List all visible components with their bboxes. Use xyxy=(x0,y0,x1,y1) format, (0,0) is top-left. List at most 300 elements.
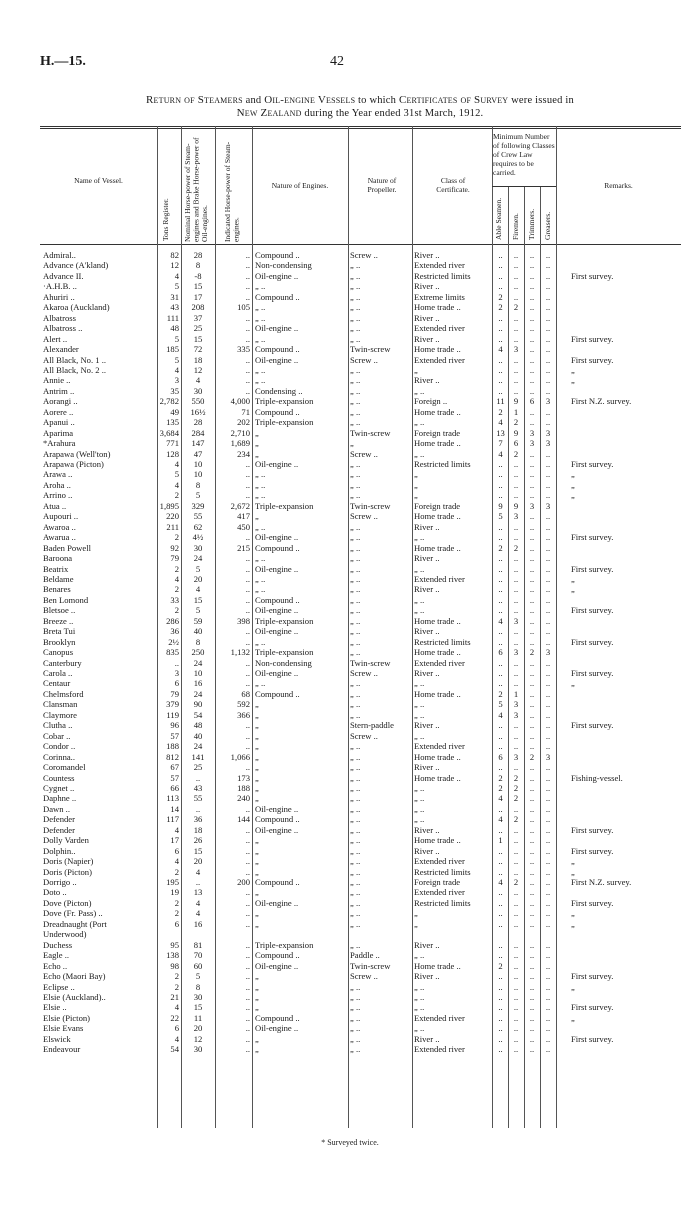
certificate-class: River .. xyxy=(414,553,440,564)
able-seamen: .. xyxy=(498,333,503,344)
trimmers: .. xyxy=(529,344,535,355)
certificate-class: „ .. xyxy=(414,814,425,825)
nominal-hp: 47 xyxy=(193,448,203,459)
tons-register: 5 xyxy=(174,469,179,480)
indicated-hp: 144 xyxy=(237,814,250,825)
certificate-class: „ xyxy=(414,469,418,480)
certificate-class: Foreign trade xyxy=(414,877,461,887)
greasers: .. xyxy=(545,553,551,564)
remarks: First survey. xyxy=(571,1002,614,1013)
able-seamen: .. xyxy=(498,532,503,543)
remarks: First survey. xyxy=(571,824,614,835)
propeller-type: „ .. xyxy=(350,1023,361,1034)
indicated-hp: .. xyxy=(245,250,250,260)
firemen: 9 xyxy=(513,396,519,407)
greasers: .. xyxy=(545,312,551,323)
engine-type: Oil-engine .. xyxy=(255,563,299,574)
able-seamen: .. xyxy=(498,490,503,501)
tons-register: 2 xyxy=(174,908,179,919)
indicated-hp: .. xyxy=(245,762,250,773)
able-seamen: .. xyxy=(498,605,503,616)
vessel-name: Dolly Varden xyxy=(43,835,89,846)
table-row xyxy=(40,323,681,333)
vessel-name: Echo .. xyxy=(43,960,68,971)
firemen: .. xyxy=(513,918,519,929)
trimmers: .. xyxy=(529,960,535,971)
trimmers: .. xyxy=(529,270,535,281)
table-row xyxy=(40,961,681,971)
vessel-name: Baroona xyxy=(43,553,73,564)
indicated-hp: 1,132 xyxy=(230,647,250,658)
nominal-hp: 15 xyxy=(193,845,203,856)
engine-type: „ .. xyxy=(255,312,266,323)
vessel-name: Doris (Picton) xyxy=(43,866,92,877)
vessel-name: Ahuriri .. xyxy=(43,291,75,302)
greasers: .. xyxy=(545,741,551,752)
able-seamen: .. xyxy=(498,668,503,678)
indicated-hp: 173 xyxy=(237,772,250,783)
able-seamen: .. xyxy=(498,845,503,856)
certificate-class: River .. xyxy=(414,845,440,856)
certificate-class: Home trade .. xyxy=(414,835,461,846)
able-seamen: .. xyxy=(498,678,503,689)
trimmers: .. xyxy=(529,782,535,793)
engine-type: „ xyxy=(255,1033,259,1044)
trimmers: .. xyxy=(529,950,535,961)
remarks: First survey. xyxy=(571,563,614,574)
able-seamen: .. xyxy=(498,385,503,396)
col-class-header: Class of Certificate. xyxy=(436,176,470,194)
greasers: 3 xyxy=(545,647,551,658)
trimmers: .. xyxy=(529,814,535,825)
engine-type: Oil-engine .. xyxy=(255,270,299,281)
vessel-name: Echo (Maori Bay) xyxy=(43,971,106,982)
propeller-type: „ .. xyxy=(350,918,361,929)
trimmers: .. xyxy=(529,281,535,292)
firemen: .. xyxy=(513,281,519,292)
greasers: .. xyxy=(545,856,551,867)
nominal-hp: 18 xyxy=(193,824,203,835)
nominal-hp: 40 xyxy=(193,626,203,637)
trimmers: .. xyxy=(529,375,535,386)
engine-type: Non-condensing xyxy=(255,657,312,668)
trimmers: .. xyxy=(529,354,535,365)
firemen: .. xyxy=(513,991,519,1002)
propeller-type: „ .. xyxy=(350,678,361,689)
tons-register: 286 xyxy=(166,615,179,626)
firemen: .. xyxy=(513,323,519,334)
tons-register: 113 xyxy=(166,793,179,804)
engine-type: Compound .. xyxy=(255,877,300,887)
firemen: .. xyxy=(513,887,519,898)
table-row xyxy=(40,595,681,605)
greasers: .. xyxy=(545,594,551,605)
engine-type: „ .. xyxy=(255,469,266,480)
vessel-name: Elsie (Picton) xyxy=(43,1012,91,1023)
vessel-name: Baden Powell xyxy=(43,542,91,553)
indicated-hp: 366 xyxy=(237,709,250,720)
col-greasers-header: Greasers. xyxy=(543,211,552,240)
tons-register: 4 xyxy=(174,824,179,835)
firemen: .. xyxy=(513,636,519,647)
certificate-class: Home trade .. xyxy=(414,511,461,522)
nominal-hp: .. xyxy=(195,772,201,783)
tons-register: 812 xyxy=(166,751,179,762)
nominal-hp: 55 xyxy=(193,793,203,804)
engine-type: Triple-expansion xyxy=(255,396,314,407)
table-row xyxy=(40,1023,681,1033)
nominal-hp: 30 xyxy=(193,542,203,553)
certificate-class: Extended river xyxy=(414,260,465,271)
engine-type: „ xyxy=(255,835,259,846)
able-seamen: .. xyxy=(498,354,503,365)
indicated-hp: 240 xyxy=(237,793,250,804)
tons-register: 835 xyxy=(166,647,179,658)
propeller-type: Twin-screw xyxy=(350,500,391,511)
able-seamen: .. xyxy=(498,1023,503,1034)
greasers: .. xyxy=(545,1023,551,1034)
nominal-hp: 18 xyxy=(193,354,203,365)
trimmers: .. xyxy=(529,323,535,334)
trimmers: .. xyxy=(529,364,535,375)
able-seamen: .. xyxy=(498,762,503,773)
tons-register: 185 xyxy=(166,344,179,355)
indicated-hp: .. xyxy=(245,594,250,605)
tons-register: 96 xyxy=(170,720,179,731)
table-row xyxy=(40,689,681,699)
nominal-hp: 20 xyxy=(193,573,203,584)
nominal-hp: 11 xyxy=(193,1012,203,1023)
trimmers: .. xyxy=(529,793,535,804)
col-trimmers-header: Trimmers. xyxy=(527,208,536,240)
able-seamen: .. xyxy=(498,971,503,982)
remarks: „ xyxy=(571,375,575,386)
able-seamen: .. xyxy=(498,1012,503,1023)
indicated-hp: .. xyxy=(245,991,250,1002)
table-row xyxy=(40,260,681,270)
greasers: .. xyxy=(545,908,551,919)
tons-register: 188 xyxy=(166,741,179,752)
table-row xyxy=(40,919,681,929)
able-seamen: .. xyxy=(498,918,503,929)
trimmers: .. xyxy=(529,312,535,323)
title-part: and xyxy=(245,95,262,106)
table-row xyxy=(40,658,681,668)
propeller-type: „ .. xyxy=(350,688,361,699)
tons-register: 95 xyxy=(170,939,179,950)
certificate-class: Extended river xyxy=(414,657,465,668)
certificate-class: „ .. xyxy=(414,448,425,459)
vessel-name: *Arahura xyxy=(43,438,76,449)
trimmers: .. xyxy=(529,417,535,428)
tons-register: 2 xyxy=(174,866,179,877)
remarks: „ xyxy=(571,856,575,867)
vessel-name: Aroha .. xyxy=(43,479,71,490)
remarks: First survey. xyxy=(571,1033,614,1044)
tons-register: 14 xyxy=(170,803,179,814)
indicated-hp: .. xyxy=(245,835,250,846)
tons-register: 22 xyxy=(170,1012,179,1023)
remarks: First survey. xyxy=(571,532,614,543)
vessel-name: Arapawa (Picton) xyxy=(43,459,104,469)
engine-type: Oil-engine .. xyxy=(255,605,299,616)
greasers: .. xyxy=(545,354,551,365)
vessel-name: Beldame xyxy=(43,573,74,584)
trimmers: .. xyxy=(529,699,535,710)
indicated-hp: 1,066 xyxy=(230,751,250,762)
trimmers: .. xyxy=(529,971,535,982)
certificate-class: River .. xyxy=(414,626,440,637)
indicated-hp: .. xyxy=(245,939,250,950)
nominal-hp: 10 xyxy=(193,459,203,469)
firemen: 9 xyxy=(513,500,519,511)
greasers: .. xyxy=(545,918,551,929)
greasers: 3 xyxy=(545,438,551,449)
tons-register: 6 xyxy=(174,678,179,689)
propeller-type: „ .. xyxy=(350,1012,361,1023)
propeller-type: „ .. xyxy=(350,1044,361,1055)
vessel-name: Elsie (Auckland).. xyxy=(43,991,106,1002)
trimmers: .. xyxy=(529,385,535,396)
indicated-hp: .. xyxy=(245,678,250,689)
nominal-hp: 12 xyxy=(193,364,203,375)
greasers: .. xyxy=(545,615,551,626)
vessel-name: Doto .. xyxy=(43,887,67,898)
vessel-name: Beatrix xyxy=(43,563,69,574)
page-number: 42 xyxy=(330,54,344,69)
able-seamen: 1 xyxy=(498,835,503,846)
greasers: .. xyxy=(545,720,551,731)
firemen: .. xyxy=(513,375,519,386)
certificate-class: „ .. xyxy=(414,594,425,605)
engine-type: Compound .. xyxy=(255,542,300,553)
table-row xyxy=(40,846,681,856)
able-seamen: .. xyxy=(498,897,503,908)
engine-type: Compound .. xyxy=(255,291,300,302)
indicated-hp: 2,672 xyxy=(230,500,250,511)
greasers: .. xyxy=(545,490,551,501)
able-seamen: 2 xyxy=(498,782,503,793)
certificate-class: „ .. xyxy=(414,730,425,741)
greasers: 3 xyxy=(545,751,551,762)
remarks: First survey. xyxy=(571,845,614,856)
firemen: 3 xyxy=(513,647,519,658)
tons-register: 5 xyxy=(174,333,179,344)
able-seamen: 4 xyxy=(498,709,503,720)
firemen: .. xyxy=(513,490,519,501)
greasers: .. xyxy=(545,364,551,375)
nominal-hp: 25 xyxy=(193,762,203,773)
tons-register: 5 xyxy=(174,354,179,365)
engine-type: „ .. xyxy=(255,553,266,564)
indicated-hp: 200 xyxy=(237,877,250,887)
indicated-hp: .. xyxy=(245,720,250,731)
nominal-hp: 72 xyxy=(193,344,203,355)
certificate-class: „ .. xyxy=(414,981,425,992)
tons-register: 54 xyxy=(170,1044,179,1055)
tons-register: 33 xyxy=(170,594,179,605)
certificate-class: Extended river xyxy=(414,741,465,752)
indicated-hp: .. xyxy=(245,636,250,647)
trimmers: .. xyxy=(529,636,535,647)
table-row xyxy=(40,877,681,887)
propeller-type: Twin-screw xyxy=(350,657,391,668)
greasers: .. xyxy=(545,1002,551,1013)
propeller-type: „ .. xyxy=(350,939,361,950)
indicated-hp: .. xyxy=(245,741,250,752)
vessel-name: Underwood) xyxy=(43,929,87,940)
greasers: .. xyxy=(545,845,551,856)
indicated-hp: .. xyxy=(245,960,250,971)
able-seamen: 2 xyxy=(498,291,503,302)
vessel-name: Coromandel xyxy=(43,762,86,773)
trimmers: .. xyxy=(529,856,535,867)
firemen: .. xyxy=(513,1012,519,1023)
trimmers: .. xyxy=(529,887,535,898)
trimmers: .. xyxy=(529,657,535,668)
firemen: 1 xyxy=(513,688,519,699)
certificate-class: Home trade .. xyxy=(414,406,461,417)
remarks: First survey. xyxy=(571,897,614,908)
certificate-class: Extended river xyxy=(414,323,465,334)
able-seamen: .. xyxy=(498,950,503,961)
trimmers: .. xyxy=(529,250,535,260)
able-seamen: .. xyxy=(498,260,503,271)
engine-type: „ xyxy=(255,511,259,522)
document-title xyxy=(40,94,680,120)
tons-register: 111 xyxy=(166,312,179,323)
tons-register: 128 xyxy=(166,448,179,459)
trimmers: .. xyxy=(529,908,535,919)
engine-type: Oil-engine .. xyxy=(255,897,299,908)
certificate-class: „ .. xyxy=(414,417,425,428)
firemen: 2 xyxy=(513,782,519,793)
vessel-name: Dorrigo .. xyxy=(43,877,77,887)
trimmers: 3 xyxy=(529,427,535,438)
greasers: .. xyxy=(545,971,551,982)
greasers: .. xyxy=(545,960,551,971)
tons-register: 119 xyxy=(166,709,179,720)
nominal-hp: 20 xyxy=(193,856,203,867)
nominal-hp: 10 xyxy=(193,668,203,678)
tons-register: 49 xyxy=(170,406,179,417)
greasers: .. xyxy=(545,511,551,522)
table-row xyxy=(40,605,681,615)
table-row xyxy=(40,490,681,500)
engine-type: „ .. xyxy=(255,490,266,501)
table-row xyxy=(40,302,681,312)
greasers: .. xyxy=(545,1012,551,1023)
tons-register: 4 xyxy=(174,479,179,490)
propeller-type: „ .. xyxy=(350,626,361,637)
indicated-hp: 1,689 xyxy=(230,438,250,449)
firemen: .. xyxy=(513,762,519,773)
engine-type: Oil-engine .. xyxy=(255,1023,299,1034)
indicated-hp: 2,710 xyxy=(230,427,250,438)
table-row xyxy=(40,459,681,469)
nominal-hp: 4 xyxy=(195,866,201,877)
table-row xyxy=(40,281,681,291)
title-part: Return of Steamers xyxy=(145,94,243,106)
certificate-class: „ .. xyxy=(414,678,425,689)
propeller-type: „ .. xyxy=(350,333,361,344)
tons-register: 79 xyxy=(170,553,179,564)
indicated-hp: .. xyxy=(245,563,250,574)
table-row xyxy=(40,887,681,897)
trimmers: .. xyxy=(529,1044,535,1055)
vessel-name: Elsie Evans xyxy=(43,1023,84,1034)
firemen: .. xyxy=(513,605,519,616)
indicated-hp: .. xyxy=(245,908,250,919)
indicated-hp: 105 xyxy=(237,302,250,313)
firemen: .. xyxy=(513,678,519,689)
greasers: .. xyxy=(545,270,551,281)
nominal-hp: 15 xyxy=(193,281,203,292)
engine-type: „ xyxy=(255,971,259,982)
table-row xyxy=(40,783,681,793)
nominal-hp: 8 xyxy=(195,479,201,490)
engine-type: „ xyxy=(255,782,259,793)
vessel-name: Aorangi .. xyxy=(43,396,78,407)
title-part: to which xyxy=(358,95,397,106)
able-seamen: .. xyxy=(498,521,503,532)
firemen: 3 xyxy=(513,511,519,522)
engine-type: „ xyxy=(255,720,259,731)
greasers: .. xyxy=(545,950,551,961)
table-row xyxy=(40,741,681,751)
certificate-class: Home trade .. xyxy=(414,302,461,313)
engine-type: „ .. xyxy=(255,521,266,532)
propeller-type: „ .. xyxy=(350,824,361,835)
able-seamen: .. xyxy=(498,741,503,752)
vessel-name: Benares xyxy=(43,584,71,595)
table-row xyxy=(40,825,681,835)
firemen: .. xyxy=(513,720,519,731)
indicated-hp: .. xyxy=(245,1002,250,1013)
table-row xyxy=(40,334,681,344)
remarks: „ xyxy=(571,908,575,919)
able-seamen: .. xyxy=(498,939,503,950)
col-tons-header: Tons Register. xyxy=(161,198,170,241)
certificate-class: River .. xyxy=(414,250,440,260)
table-row xyxy=(40,710,681,720)
col-firemen-header: Firemen. xyxy=(511,213,520,240)
indicated-hp: .. xyxy=(245,856,250,867)
able-seamen: .. xyxy=(498,887,503,898)
certificate-class: „ .. xyxy=(414,563,425,574)
able-seamen: .. xyxy=(498,479,503,490)
certificate-class: „ .. xyxy=(414,1002,425,1013)
firemen: .. xyxy=(513,291,519,302)
engine-type: Triple-expansion xyxy=(255,647,314,658)
certificate-class: Home trade .. xyxy=(414,438,461,449)
engine-type: „ xyxy=(255,845,259,856)
table-row xyxy=(40,699,681,709)
propeller-type: „ .. xyxy=(350,751,361,762)
remarks: First survey. xyxy=(571,354,614,365)
certificate-class: River .. xyxy=(414,720,440,731)
firemen: .. xyxy=(513,364,519,375)
col-name-header: Name of Vessel. xyxy=(74,176,123,185)
propeller-type: Twin-screw xyxy=(350,344,391,355)
greasers: 3 xyxy=(545,396,551,407)
indicated-hp: .. xyxy=(245,312,250,323)
tons-register: 135 xyxy=(166,417,179,428)
firemen: .. xyxy=(513,479,519,490)
able-seamen: 4 xyxy=(498,344,503,355)
trimmers: .. xyxy=(529,688,535,699)
certificate-class: Home trade .. xyxy=(414,772,461,783)
